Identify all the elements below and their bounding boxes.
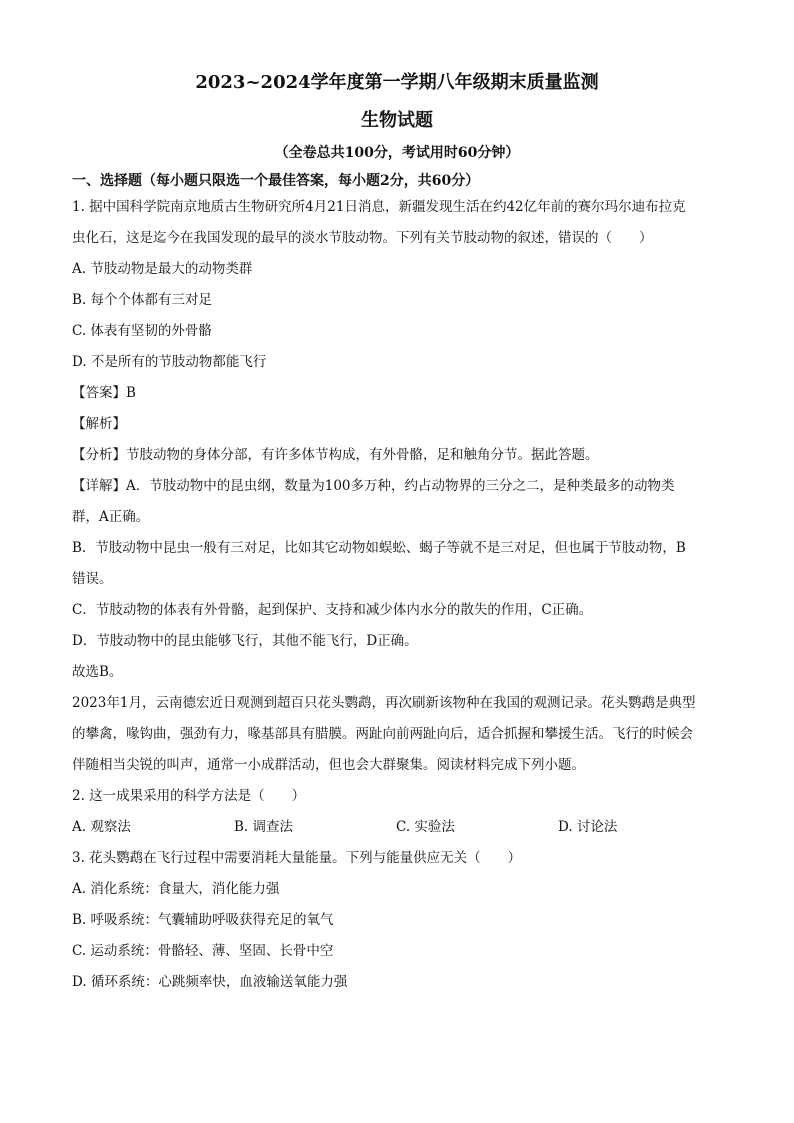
material-line-1: 2023年1月，云南德宏近日观测到超百只花头鹦鹉，再次刷新该物种在我国的观测记录。花头鹦鹉是典型 xyxy=(72,695,696,711)
exam-subject: 生物试题 xyxy=(361,110,433,131)
q2-stem: 2. 这一成果采用的科学方法是（ ） xyxy=(72,788,306,804)
q1-d-line: D．节肢动物中的昆虫能够飞行，其他不能飞行，D正确。 xyxy=(72,633,418,649)
q2-option-b: B. 调查法 xyxy=(234,819,294,835)
q1-stem-line-1: 1. 据中国科学院南京地质古生物研究所4月21日消息，新疆发现生活在约42亿年前的赛尔玛尔迪布拉克 xyxy=(72,199,686,215)
q2-option-d: D. 讨论法 xyxy=(558,819,618,835)
q1-conclusion: 故选B。 xyxy=(72,664,123,680)
reading-material xyxy=(72,688,722,781)
page-content xyxy=(72,70,722,998)
q1-option-b: B. 每个个体都有三对足 xyxy=(72,292,213,308)
q3-stem: 3. 花头鹦鹉在飞行过程中需要消耗大量能量。下列与能量供应无关（ ） xyxy=(72,850,522,866)
q1-b-line-1: B．节肢动物中昆虫一般有三对足，比如其它动物如蜈蚣、蝎子等就不是三对足，但也属于节肢动物，B xyxy=(72,540,686,556)
q3-option-d: D. 循环系统：心跳频率快，血液输送氧能力强 xyxy=(72,974,348,990)
q1-analysis-heading: 【解析】 xyxy=(72,416,126,432)
material-line-3: 伴随相当尖锐的叫声，通常一小成群活动，但也会大群聚集。阅读材料完成下列小题。 xyxy=(72,757,585,773)
q2-option-a: A. 观察法 xyxy=(72,819,131,835)
q2-options-row xyxy=(72,812,722,843)
exam-title: 2023~2024学年度第一学期八年级期末质量监测 xyxy=(195,72,599,93)
q3-option-b: B. 呼吸系统：气囊辅助呼吸获得充足的氧气 xyxy=(72,912,334,928)
material-line-2: 的攀禽，喙钩曲，强劲有力，喙基部具有腊膜。两趾向前两趾向后，适合抓握和攀援生活。飞行的时候会 xyxy=(72,726,693,742)
question-2 xyxy=(72,781,722,843)
q1-option-c: C. 体表有坚韧的外骨骼 xyxy=(72,323,212,339)
q1-stem-line-2: 虫化石，这是迄今在我国发现的最早的淡水节肢动物。下列有关节肢动物的叙述，错误的（ ） xyxy=(72,230,653,246)
section-heading: 一、选择题（每小题只限选一个最佳答案，每小题2分，共60分） xyxy=(72,173,480,189)
q1-b-line-2: 错误。 xyxy=(72,571,113,587)
q1-c-line: C．节肢动物的体表有外骨骼，起到保护、支持和减少体内水分的散失的作用，C正确。 xyxy=(72,602,593,618)
q3-option-a: A. 消化系统：食量大，消化能力强 xyxy=(72,881,280,897)
q1-detail-line-1: 【详解】A．节肢动物中的昆虫纲，数量为100多万种，约占动物界的三分之二，是种类最多的动物类 xyxy=(72,478,675,494)
q1-detail-line-2: 群，A正确。 xyxy=(72,509,150,525)
q3-option-c: C. 运动系统：骨骼轻、薄、坚固、长骨中空 xyxy=(72,943,334,959)
q1-answer: 【答案】B xyxy=(72,385,136,401)
q2-option-c: C. 实验法 xyxy=(396,819,455,835)
q1-option-d: D. 不是所有的节肢动物都能飞行 xyxy=(72,354,267,370)
exam-note: （全卷总共100分，考试用时60分钟） xyxy=(274,145,520,161)
question-3 xyxy=(72,843,722,998)
question-1 xyxy=(72,192,722,688)
q1-option-a: A. 节肢动物是最大的动物类群 xyxy=(72,261,253,277)
q1-analysis: 【分析】节肢动物的身体分部，有许多体节构成，有外骨骼，足和触角分节。据此答题。 xyxy=(72,447,599,463)
